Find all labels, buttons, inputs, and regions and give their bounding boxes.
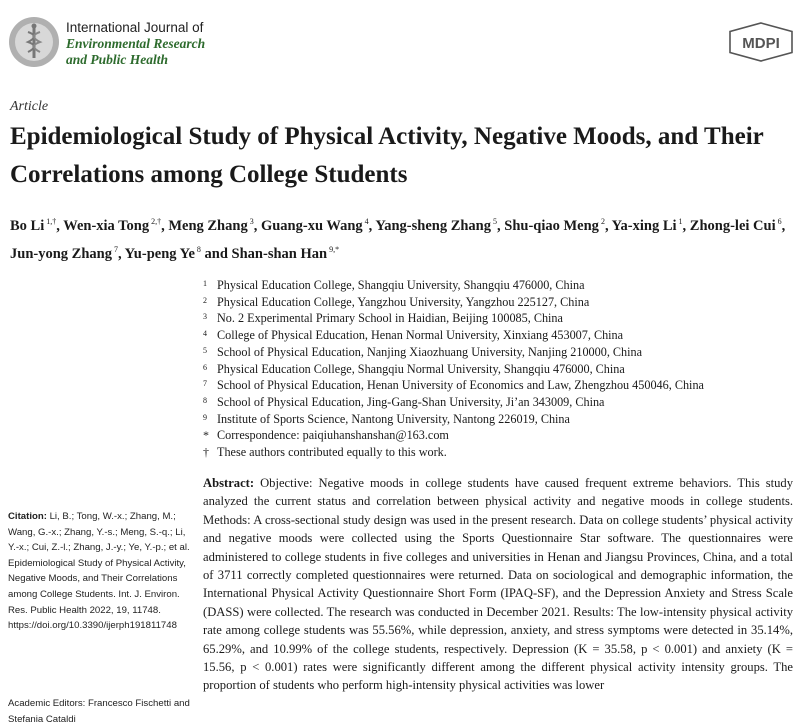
author-name: Bo Li — [10, 217, 45, 234]
author-affiliation-marker: 4 — [362, 217, 369, 226]
journal-name-line3: and Public Health — [66, 52, 169, 67]
citation-label: Citation: — [8, 511, 47, 522]
affiliation-item — [203, 411, 793, 428]
academic-editors: Academic Editors: Francesco Fischetti and Stefania Cataldi — [8, 698, 190, 725]
author-name: Meng Zhang — [168, 217, 248, 234]
author — [10, 246, 118, 262]
author — [612, 218, 683, 234]
affiliation-item — [203, 310, 793, 327]
author — [232, 246, 340, 262]
affiliation-item — [203, 444, 793, 461]
author — [504, 218, 605, 234]
affiliation-item — [203, 344, 793, 361]
author-affiliation-marker: 3 — [247, 217, 254, 226]
author-name: Wen-xia Tong — [63, 217, 150, 234]
author-affiliation-marker: 1 — [676, 217, 683, 226]
citation-text: Li, B.; Tong, W.-x.; Zhang, M.; Wang, G.-x.; Zhang, Y.-s.; Meng, S.-q.; Li, Y.-x.; Cui, Z.-l.; Zhang, J.-y.; Ye, Y.-p.; et al. Epidemiological Study of Physical Activity, Negative Moods, and Their Correlations among College Students. Int. J. Environ. Res. Public Health 2022, 19, 11748. https://doi.org/10.3390/ijerph191811748 — [8, 511, 190, 632]
author — [168, 218, 253, 234]
affiliation-item — [203, 294, 793, 311]
author-affiliation-marker: 1,† — [44, 217, 57, 226]
author-affiliation-marker: 8 — [194, 244, 201, 254]
publisher-name: MDPI — [742, 35, 780, 52]
affiliation-text[interactable]: Correspondence: paiqiuhanshanshan@163.com — [217, 428, 449, 443]
author-affiliation-marker: 9,* — [327, 244, 340, 254]
author — [375, 218, 497, 234]
affiliation-number: 7 — [203, 379, 207, 389]
abstract — [203, 474, 793, 695]
author — [261, 218, 369, 234]
author-name: Jun-yong Zhang — [10, 245, 112, 262]
author-name: Guang-xu Wang — [260, 217, 363, 234]
affiliation-number: 6 — [203, 362, 207, 372]
affiliation-number: † — [203, 445, 209, 460]
author-affiliation-marker: 2 — [598, 217, 605, 226]
affiliation-item — [203, 327, 793, 344]
journal-name — [66, 20, 205, 68]
journal-logo — [8, 16, 60, 68]
affiliation-item — [203, 427, 793, 444]
affiliation-text: Physical Education College, Shangqiu University, Shangqiu 476000, China — [217, 278, 585, 292]
abstract-label: Abstract: — [203, 476, 255, 490]
author-name: Zhong-lei Cui — [689, 217, 776, 234]
mdpi-hexagon-icon — [727, 22, 795, 62]
affiliation-number: 5 — [203, 345, 207, 355]
affiliation-number: 2 — [203, 295, 207, 305]
affiliation-list — [203, 277, 793, 461]
abstract-text: Objective: Negative moods in college students have caused frequent extreme behaviors. This study analyzed the current status and correlation between physical activity and negative moods in college students. Methods: A cross-sectional study design was used in the present research. Data on college students’ physical activity and negative moods were collected using the Sports Questionnaire Star software. The questionnaires were administered to college students in five colleges and universities in Henan and Jiangsu Provinces, China, and a total of 3711 correctly completed questionnaires were returned. Data on sociological and demographic information, the International Physical Activity Questionnaire Short Form (IPAQ-SF), and the Depression Anxiety and Stress Scale (DASS) were collected. The research was conducted in December 2021. Results: The low-intensity physical activity rate among college students was 55.56%, while depression, anxiety, and stress symptoms were detected in 35.14%, 65.29%, and 10.99% of the college students, respectively. Depression (K = 35.58, p < 0.001) and anxiety (K = 15.56, p < 0.001) rates were significantly different among the different physical activity intensity groups. The proportion of students who perform high-intensity physical activities was lower — [203, 476, 793, 693]
author-name: Ya-xing Li — [611, 217, 677, 234]
author — [125, 246, 201, 262]
affiliation-text: No. 2 Experimental Primary School in Haidian, Beijing 100085, China — [217, 311, 563, 326]
author-affiliation-marker: 6 — [775, 217, 782, 226]
article-title: Epidemiological Study of Physical Activity, Negative Moods, and Their Correlations among College Students — [10, 123, 764, 188]
author-name: Shu-qiao Meng — [504, 217, 599, 234]
affiliation-item — [203, 394, 793, 411]
author-list: Bo Li $^{1,\dagger}$, Wen-xia Tong $^{2,\dagger}$, Meng Zhang $^3$, Guang-xu Wang $^4$, Yang-sheng Zhang $^5$, Shu-qiao Meng $^2$, Ya-xing Li $^1$, Zhong-lei Cui $^6$, Jun-yong Zhang $^7$, Yu-peng Ye $^8$ and Shan-shan Han $^{9,*}$ — [10, 217, 786, 262]
affiliation-text: Institute of Sports Science, Nantong University, Nantong 226019, China — [217, 411, 570, 426]
caduceus-seal-icon — [8, 16, 60, 68]
author — [63, 218, 161, 234]
journal-name-line1: International Journal of — [66, 20, 204, 35]
affiliation-text: School of Physical Education, Jing-Gang-Shan University, Ji’an 343009, China — [217, 394, 605, 409]
affiliation-text: School of Physical Education, Henan University of Economics and Law, Zhengzhou 450046, China — [217, 378, 704, 393]
journal-name-line2: Environmental Research — [66, 36, 206, 51]
author-name: Yang-sheng Zhang — [375, 217, 491, 234]
author — [690, 218, 782, 234]
author-affiliation-marker: 7 — [111, 244, 118, 254]
affiliation-number: 4 — [203, 329, 207, 339]
affiliation-number: 9 — [203, 412, 207, 422]
affiliation-number: 8 — [203, 395, 207, 405]
affiliation-number: * — [203, 428, 209, 443]
affiliation-number: 1 — [203, 279, 207, 288]
author-name: Yu-peng Ye — [124, 245, 195, 262]
affiliation-item — [203, 277, 793, 294]
mdpi-logo — [727, 22, 795, 62]
affiliation-text: Physical Education College, Yangzhou University, Yangzhou 225127, China — [217, 294, 590, 309]
affiliation-text: College of Physical Education, Henan Normal University, Xinxiang 453007, China — [217, 328, 624, 343]
article-type: Article — [10, 99, 49, 114]
author-affiliation-marker: 5 — [491, 217, 497, 226]
affiliation-number: 3 — [203, 312, 207, 322]
author-name: Shan-shan Han — [231, 245, 328, 262]
affiliation-text: These authors contributed equally to this work. — [217, 445, 447, 460]
author — [10, 218, 56, 234]
affiliation-item — [203, 377, 793, 394]
author-affiliation-marker: 2,† — [149, 217, 162, 226]
affiliation-text: Physical Education College, Shangqiu Normal University, Shangqiu 476000, China — [217, 361, 625, 376]
affiliation-item — [203, 361, 793, 378]
affiliation-text: School of Physical Education, Nanjing Xiaozhuang University, Nanjing 210000, China — [217, 344, 643, 359]
citation-box — [8, 509, 191, 634]
